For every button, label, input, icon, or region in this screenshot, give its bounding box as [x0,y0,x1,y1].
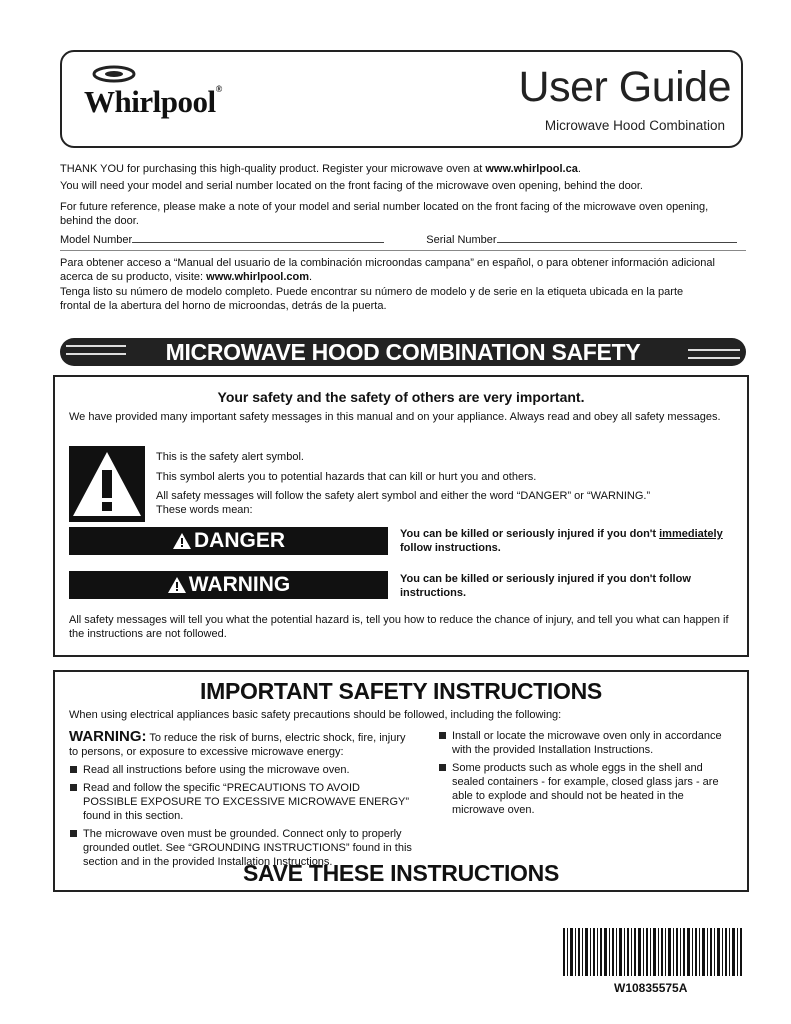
serial-number-label: Serial Number [426,234,497,246]
model-number-label: Model Number [60,234,133,246]
list-item: The microwave oven must be grounded. Connect only to properly grounded outlet. See “GROUNDING INSTRUCTIONS” found in this section and in the provided Installation Instructions. [69,827,414,869]
header-box [60,50,743,148]
safety-heading: Your safety and the safety of others are very important. [217,389,585,405]
safety-intro: We have provided many important safety messages in this manual and on your appliance. Always read and obey all safety messages. [69,411,721,423]
page-subtitle: Microwave Hood Combination [544,118,725,133]
danger-signal [69,527,388,555]
intro-line-2: You will need your model and serial number located on the front facing of the microwave oven opening, behind the door. [60,180,643,192]
banner-rule-right [688,349,740,359]
banner-title: MICROWAVE HOOD COMBINATION SAFETY [165,339,641,365]
instructions-intro: When using electrical appliances basic safety precautions should be followed, including the following: [69,709,562,721]
symbol-text-1: This is the safety alert symbol. [156,451,304,463]
model-number-field[interactable] [132,231,384,243]
alert-triangle-icon [69,446,145,522]
list-item: Install or locate the microwave oven only in accordance with the provided Installation Instructions. [438,729,733,757]
danger-alert-icon [172,532,192,550]
danger-description: You can be killed or seriously injured if you don't immediately follow instructions. [400,528,723,554]
list-item: Read and follow the specific “PRECAUTIONS TO AVOID POSSIBLE EXPOSURE TO EXCESSIVE MICROWAVE ENERGY” found in this section. [69,781,414,823]
warning-signal [69,571,388,599]
save-instructions: SAVE THESE INSTRUCTIONS [243,860,559,886]
warning-statement: WARNING: To reduce the risk of burns, electric shock, fire, injury to persons, or exposure to excessive microwave energy: [69,728,406,758]
whirlpool-logo: Whirlpool® [76,64,246,124]
part-number: W10835575A [614,981,688,995]
intro-line-1: THANK YOU for purchasing this high-quality product. Register your microwave oven at www.whirlpool.ca. [60,163,581,175]
symbol-text-3: All safety messages will follow the safety alert symbol and either the word “DANGER” or “WARNING.” These words mean: [156,490,651,516]
warning-label: WARNING [188,573,291,596]
section-banner [60,338,746,366]
symbol-text-2: This symbol alerts you to potential hazards that can kill or hurt you and others. [156,471,537,483]
register-link[interactable]: www.whirlpool.ca [485,163,578,175]
safety-closing: All safety messages will tell you what the potential hazard is, tell you how to reduce the chance of injury, and tell you what can happen if the instructions are not followed. [69,614,729,640]
brand-name: Whirlpool [84,84,216,119]
barcode-graphic [563,928,743,976]
spanish-line-2: Tenga listo su número de modelo completo. Puede encontrar su número de modelo y de serie en la etiqueta ubicada en la parte frontal de la abertura del horno de microondas, detrás de la puerta. [60,286,684,312]
spanish-line-1: Para obtener acceso a “Manual del usuario de la combinación microondas campana” en español, o para obtener información adicional acerca de su producto, visite: www.whirlpool.com. [60,257,715,283]
model-serial-row [60,231,750,247]
warning-alert-icon [167,576,187,594]
danger-label: DANGER [193,529,285,552]
spanish-link[interactable]: www.whirlpool.com [206,271,310,283]
intro-line-3: For future reference, please make a note of your model and serial number located on the front facing of the microwave oven opening, behind the door. [60,201,709,227]
barcode [563,928,743,976]
instructions-heading: IMPORTANT SAFETY INSTRUCTIONS [200,678,602,704]
instructions-left-column [69,730,414,869]
list-item: Some products such as whole eggs in the shell and sealed containers - for example, closed glass jars - are able to explode and should not be heated in the microwave oven. [438,761,733,817]
page-title: User Guide [518,63,731,111]
instructions-right-column [438,729,733,817]
serial-number-field[interactable] [497,231,737,243]
divider [60,250,746,251]
safety-alert-symbol [69,446,145,522]
warning-description: You can be killed or seriously injured if you don't follow instructions. [400,573,691,599]
list-item: Read all instructions before using the microwave oven. [69,763,414,777]
